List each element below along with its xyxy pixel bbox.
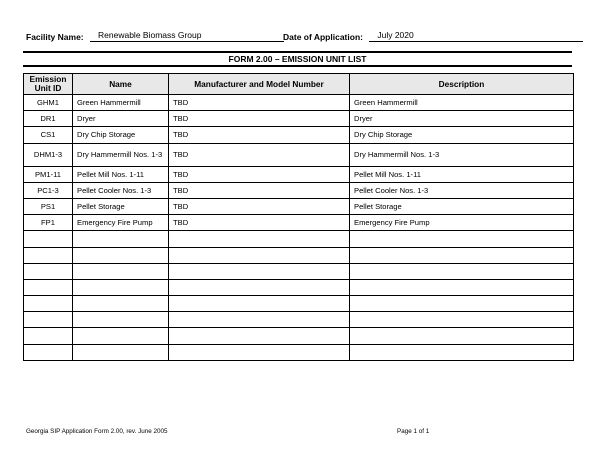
column-header-manufacturer-model: Manufacturer and Model Number <box>169 74 350 95</box>
table-row <box>24 247 574 263</box>
form-title: FORM 2.00 – EMISSION UNIT LIST <box>23 51 572 67</box>
description-cell[interactable]: Pellet Storage <box>350 198 574 214</box>
table-row <box>24 215 574 231</box>
name-cell[interactable] <box>73 312 169 328</box>
table-row <box>24 127 574 143</box>
description-cell[interactable] <box>350 279 574 295</box>
description-cell[interactable] <box>350 231 574 247</box>
manufacturer-model-cell[interactable] <box>169 312 350 328</box>
manufacturer-model-cell[interactable] <box>169 247 350 263</box>
emission-unit-id-cell[interactable]: PC1-3 <box>24 182 73 198</box>
emission-unit-id-cell[interactable]: PM1-11 <box>24 166 73 182</box>
name-cell[interactable]: Pellet Mill Nos. 1-11 <box>73 166 169 182</box>
manufacturer-model-cell[interactable]: TBD <box>169 95 350 111</box>
column-header-name: Name <box>73 74 169 95</box>
description-cell[interactable]: Dryer <box>350 111 574 127</box>
description-cell[interactable]: Dry Chip Storage <box>350 127 574 143</box>
emission-unit-id-cell[interactable] <box>24 279 73 295</box>
emission-unit-table <box>23 73 574 361</box>
name-cell[interactable] <box>73 279 169 295</box>
emission-unit-id-cell[interactable]: FP1 <box>24 215 73 231</box>
description-cell[interactable]: Emergency Fire Pump <box>350 215 574 231</box>
description-cell[interactable] <box>350 344 574 360</box>
name-cell[interactable] <box>73 231 169 247</box>
footer-page-number: Page 1 of 1 <box>397 428 430 435</box>
facility-name-value[interactable]: Renewable Biomass Group <box>90 30 284 42</box>
table-row <box>24 344 574 360</box>
table-row <box>24 279 574 295</box>
emission-unit-id-cell[interactable]: CS1 <box>24 127 73 143</box>
date-of-application-value[interactable]: July 2020 <box>369 30 583 42</box>
facility-name-field <box>26 30 284 42</box>
name-cell[interactable]: Pellet Storage <box>73 198 169 214</box>
manufacturer-model-cell[interactable]: TBD <box>169 215 350 231</box>
name-cell[interactable]: Green Hammermill <box>73 95 169 111</box>
description-cell[interactable] <box>350 296 574 312</box>
name-cell[interactable]: Dryer <box>73 111 169 127</box>
emission-unit-id-cell[interactable]: GHM1 <box>24 95 73 111</box>
name-cell[interactable]: Dry Chip Storage <box>73 127 169 143</box>
description-cell[interactable]: Pellet Cooler Nos. 1-3 <box>350 182 574 198</box>
manufacturer-model-cell[interactable] <box>169 344 350 360</box>
name-cell[interactable]: Emergency Fire Pump <box>73 215 169 231</box>
name-cell[interactable] <box>73 344 169 360</box>
emission-unit-id-cell[interactable] <box>24 344 73 360</box>
table-row <box>24 182 574 198</box>
table-row <box>24 143 574 166</box>
manufacturer-model-cell[interactable]: TBD <box>169 166 350 182</box>
table-row <box>24 111 574 127</box>
name-cell[interactable] <box>73 263 169 279</box>
manufacturer-model-cell[interactable]: TBD <box>169 127 350 143</box>
facility-name-label: Facility Name: <box>26 32 84 42</box>
table-row <box>24 166 574 182</box>
description-cell[interactable] <box>350 247 574 263</box>
table-row <box>24 263 574 279</box>
description-cell[interactable]: Dry Hammermill Nos. 1-3 <box>350 143 574 166</box>
manufacturer-model-cell[interactable]: TBD <box>169 182 350 198</box>
date-of-application-field <box>283 30 583 42</box>
table-row <box>24 231 574 247</box>
description-cell[interactable]: Green Hammermill <box>350 95 574 111</box>
manufacturer-model-cell[interactable]: TBD <box>169 111 350 127</box>
emission-unit-id-cell[interactable] <box>24 328 73 344</box>
table-row <box>24 198 574 214</box>
description-cell[interactable] <box>350 263 574 279</box>
table-row <box>24 95 574 111</box>
table-row <box>24 312 574 328</box>
emission-unit-id-cell[interactable]: DHM1-3 <box>24 143 73 166</box>
manufacturer-model-cell[interactable] <box>169 296 350 312</box>
column-header-description: Description <box>350 74 574 95</box>
footer-form-revision: Georgia SIP Application Form 2.00, rev. June 2005 <box>26 428 168 435</box>
manufacturer-model-cell[interactable] <box>169 231 350 247</box>
emission-unit-id-cell[interactable] <box>24 296 73 312</box>
emission-unit-id-cell[interactable] <box>24 263 73 279</box>
manufacturer-model-cell[interactable] <box>169 279 350 295</box>
emission-unit-id-cell[interactable] <box>24 312 73 328</box>
emission-unit-id-cell[interactable]: DR1 <box>24 111 73 127</box>
table-body <box>24 95 574 361</box>
manufacturer-model-cell[interactable]: TBD <box>169 143 350 166</box>
name-cell[interactable] <box>73 247 169 263</box>
manufacturer-model-cell[interactable] <box>169 263 350 279</box>
table-row <box>24 296 574 312</box>
name-cell[interactable] <box>73 296 169 312</box>
name-cell[interactable]: Dry Hammermill Nos. 1-3 <box>73 143 169 166</box>
table-header-row <box>24 74 574 95</box>
name-cell[interactable] <box>73 328 169 344</box>
emission-unit-id-cell[interactable] <box>24 247 73 263</box>
emission-unit-id-cell[interactable]: PS1 <box>24 198 73 214</box>
emission-unit-id-cell[interactable] <box>24 231 73 247</box>
description-cell[interactable] <box>350 328 574 344</box>
manufacturer-model-cell[interactable]: TBD <box>169 198 350 214</box>
name-cell[interactable]: Pellet Cooler Nos. 1-3 <box>73 182 169 198</box>
date-of-application-label: Date of Application: <box>283 32 363 42</box>
manufacturer-model-cell[interactable] <box>169 328 350 344</box>
description-cell[interactable]: Pellet Mill Nos. 1-11 <box>350 166 574 182</box>
table-row <box>24 328 574 344</box>
description-cell[interactable] <box>350 312 574 328</box>
column-header-emission-unit-id: Emission Unit ID <box>24 74 73 95</box>
